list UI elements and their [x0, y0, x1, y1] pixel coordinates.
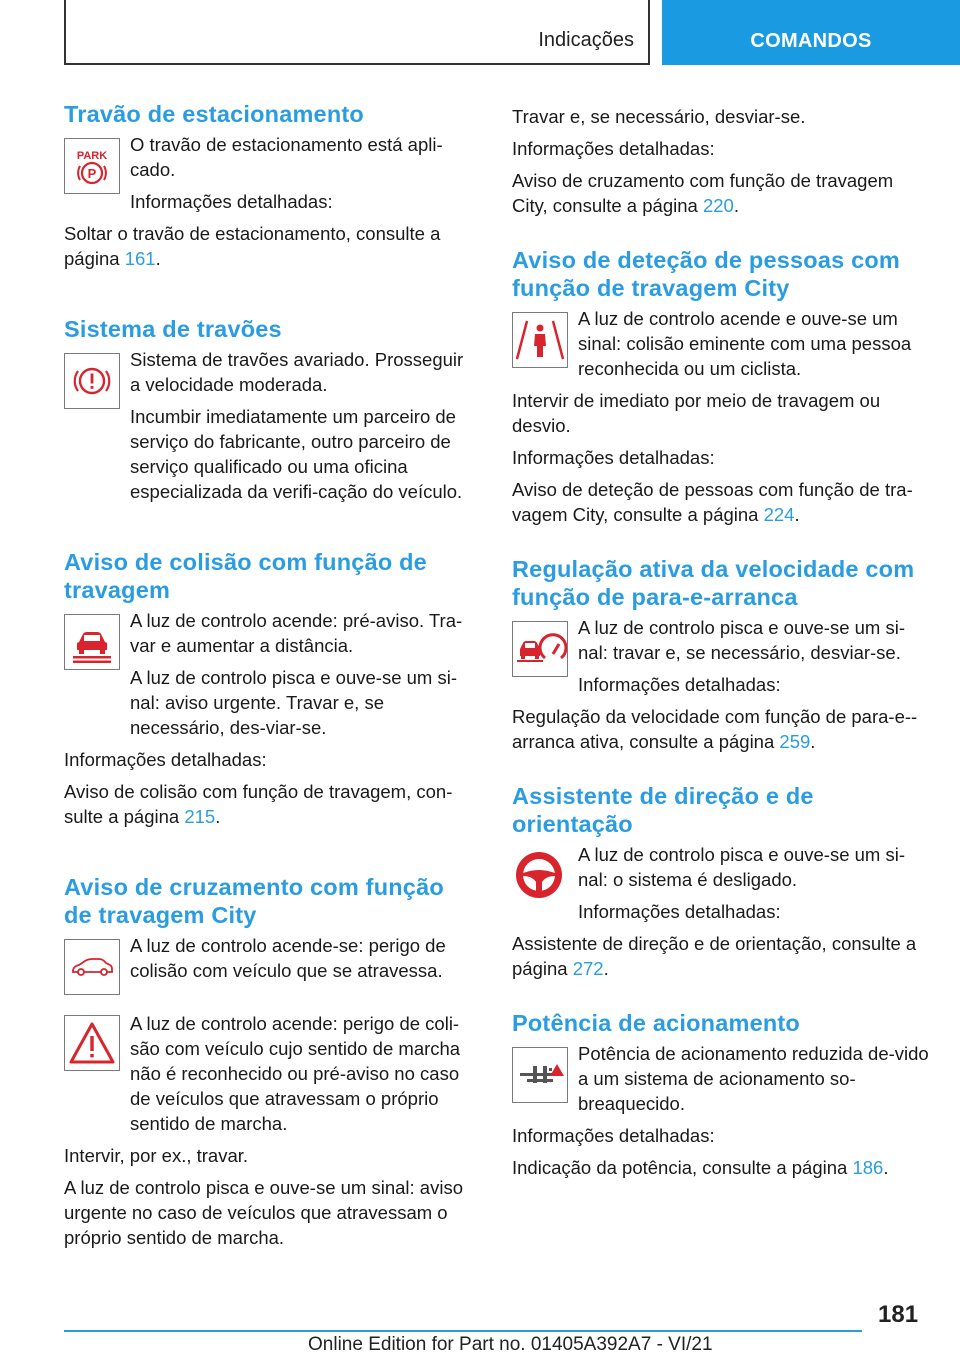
text: Assistente de direção e de orientação, consulte a página 272.	[512, 933, 917, 979]
footer-rule	[64, 1330, 862, 1332]
text: Informações detalhadas:	[578, 901, 781, 922]
text: Intervir de imediato por meio de travagem ou desvio.	[512, 390, 881, 436]
text: A luz de controlo pisca e ouve-se um si-nal: o sistema é desligado.	[578, 844, 905, 890]
section-title-collision-warning: Aviso de colisão com função de travagem	[64, 549, 427, 603]
section-title-pedestrian-warning: Aviso de deteção de pessoas com função de travagem City	[512, 247, 901, 301]
text: Aviso de deteção de pessoas com função de tra-vagem City, consulte a página 224.	[512, 479, 913, 525]
cruise-control-icon	[512, 621, 568, 677]
header-section	[64, 0, 650, 65]
page-number: 181	[878, 1301, 919, 1328]
cross-traffic-entry	[64, 933, 478, 995]
text: O travão de estacionamento está apli-cado.	[130, 134, 443, 180]
text: Aviso de cruzamento com função de travagem City, consulte a página 220.	[512, 170, 894, 216]
text: A luz de controlo acende-se: perigo de colisão com veículo que se atravessa.	[130, 935, 446, 981]
text: Informações detalhadas:	[512, 138, 715, 159]
header-chapter-tab[interactable]	[662, 0, 960, 65]
section-title-parking-brake: Travão de estacionamento	[64, 101, 364, 127]
section-title-brake-system: Sistema de travões	[64, 316, 282, 342]
page-link[interactable]: 215	[184, 806, 216, 827]
page-link[interactable]: 259	[779, 731, 811, 752]
header-chapter-label: COMANDOS	[750, 30, 872, 52]
park-label: PARK	[76, 150, 108, 162]
text: Soltar o travão de estacionamento, consulte a página 161.	[64, 223, 441, 269]
text: Informações detalhadas:	[130, 191, 333, 212]
text: Informações detalhadas:	[512, 1125, 715, 1146]
section-title-drive-power: Potência de acionamento	[512, 1010, 800, 1036]
page-link[interactable]: 220	[702, 195, 734, 216]
section-title-active-cruise: Regulação ativa da velocidade com função de para-e-arranca	[512, 556, 915, 610]
pedestrian-icon	[512, 312, 568, 368]
car-side-icon	[64, 939, 120, 995]
text: A luz de controlo acende: perigo de coli-são com veículo cujo sentido de marcha não é reconhecido ou pré-aviso no caso de veículos que atravessam o próprio sentido de marcha.	[130, 1013, 461, 1134]
text: Travar e, se necessário, desviar-se.	[512, 106, 806, 127]
page-link[interactable]: 272	[572, 958, 604, 979]
header-section-label: Indicações	[538, 29, 634, 51]
active-cruise-entry	[512, 615, 930, 754]
steering-wheel-icon	[512, 848, 568, 904]
text: Regulação da velocidade com função de para-e--arranca ativa, consulte a página 259.	[512, 706, 918, 752]
drive-power-entry	[512, 1041, 930, 1180]
warning-triangle-icon	[64, 1015, 120, 1071]
text: Informações detalhadas:	[578, 674, 781, 695]
page-link[interactable]: 186	[852, 1157, 884, 1178]
car-front-icon	[64, 614, 120, 670]
section-title-steering-assist: Assistente de direção e de orientação	[512, 783, 814, 837]
footer-edition: Online Edition for Part no. 01405A392A7 - VI/21	[308, 1334, 713, 1355]
section-title-cross-traffic: Aviso de cruzamento com função de travagem City	[64, 874, 444, 928]
text: A luz de controlo pisca e ouve-se um sinal: aviso urgente no caso de veículos que atravessam o próprio sentido de marcha.	[64, 1177, 463, 1248]
brake-warning-icon	[64, 353, 120, 409]
text: A luz de controlo pisca e ouve-se um si-nal: travar e, se necessário, desviar-se.	[578, 617, 905, 663]
brake-system-entry	[64, 347, 478, 504]
cross-traffic-entry-2	[64, 1011, 478, 1250]
text: A luz de controlo acende: pré-aviso. Tra-var e aumentar a distância.	[130, 610, 463, 656]
parking-brake-icon	[64, 138, 120, 194]
text: Informações detalhadas:	[64, 749, 267, 770]
text: Potência de acionamento reduzida de-vido a um sistema de acionamento so-breaquecido.	[578, 1043, 929, 1114]
text: Informações detalhadas:	[512, 447, 715, 468]
text: Intervir, por ex., travar.	[64, 1145, 249, 1166]
steering-assist-entry	[512, 842, 930, 981]
collision-warning-entry	[64, 608, 478, 829]
svg-text:P: P	[87, 166, 97, 181]
text: Indicação da potência, consulte a página 186.	[512, 1157, 889, 1178]
left-column	[64, 100, 478, 1250]
parking-brake-entry	[64, 132, 478, 271]
text: Incumbir imediatamente um parceiro de serviço do fabricante, outro parceiro de serviço qualificado ou uma oficina especializada da verifi-cação do veículo.	[130, 406, 463, 502]
right-column	[512, 104, 930, 1180]
text: A luz de controlo acende e ouve-se um sinal: colisão eminente com uma pessoa reconhecida ou um ciclista.	[578, 308, 912, 379]
text: A luz de controlo pisca e ouve-se um si-nal: aviso urgente. Travar e, se necessário, des-viar-se.	[130, 667, 457, 738]
text: Aviso de colisão com função de travagem, con-sulte a página 215.	[64, 781, 453, 827]
page-link[interactable]: 224	[763, 504, 795, 525]
text: Sistema de travões avariado. Prosseguir a velocidade moderada.	[130, 349, 464, 395]
pedestrian-warning-entry	[512, 306, 930, 527]
page-link[interactable]: 161	[124, 248, 156, 269]
drivetrain-icon	[512, 1047, 568, 1103]
